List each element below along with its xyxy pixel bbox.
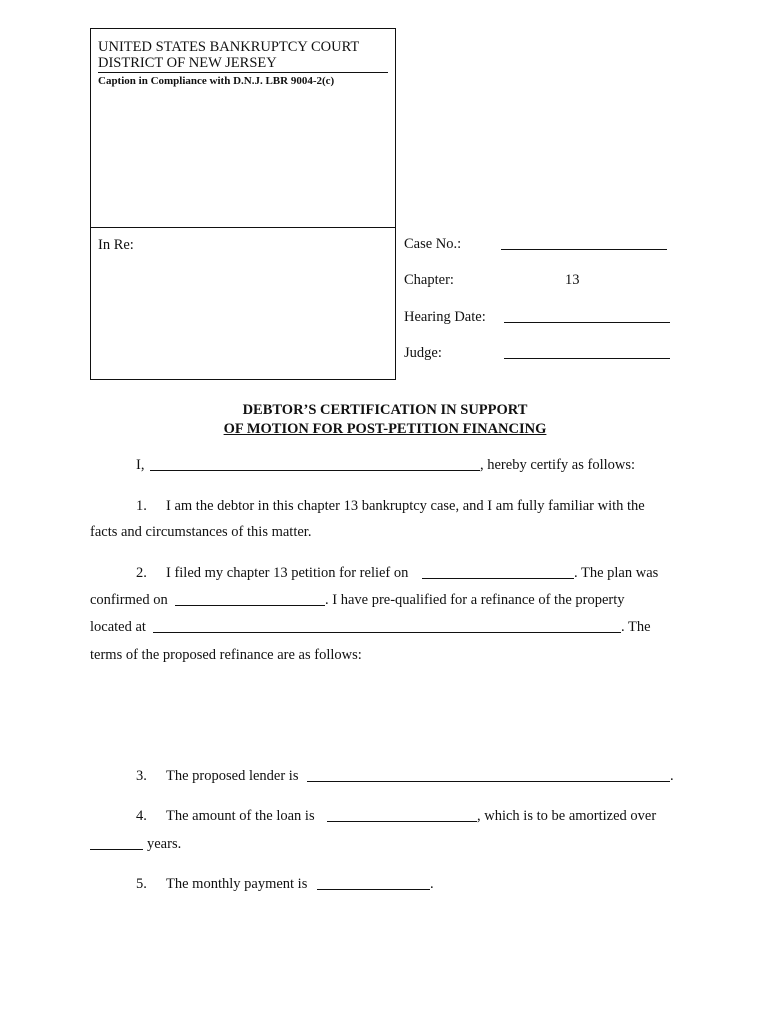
- document-title-line2: [0, 421, 770, 438]
- para2-line4: terms of the proposed refinance are as follows:: [90, 647, 362, 663]
- court-name: UNITED STATES BANKRUPTCY COURT: [98, 39, 360, 55]
- para2-line2-a: confirmed on: [90, 592, 168, 608]
- judge-label: Judge:: [404, 345, 442, 361]
- para2-line2-b: . I have pre-qualified for a refinance of the property: [325, 592, 625, 608]
- para3-number: 3.: [136, 768, 147, 784]
- debtor-name-field[interactable]: [150, 457, 480, 471]
- caption-box: [90, 28, 396, 380]
- loan-amount-field[interactable]: [327, 808, 477, 822]
- loan-years-field[interactable]: [90, 836, 143, 850]
- property-address-field[interactable]: [153, 619, 621, 633]
- caption-divider: [91, 227, 395, 228]
- judge-field[interactable]: [504, 345, 670, 359]
- lender-field[interactable]: [307, 768, 670, 782]
- para1-number: 1.: [136, 498, 147, 514]
- para4-text-b: , which is to be amortized over: [477, 808, 657, 824]
- certify-prefix: I,: [136, 457, 145, 473]
- chapter-label: Chapter:: [404, 272, 454, 288]
- case-no-field[interactable]: [501, 236, 667, 250]
- para3-end: .: [670, 768, 674, 784]
- court-heading: [98, 39, 388, 73]
- para4-line2-b: years.: [147, 836, 182, 852]
- compliance-note: Caption in Compliance with D.N.J. LBR 9004-2(c): [98, 75, 335, 87]
- petition-date-field[interactable]: [422, 565, 574, 579]
- para1-line2: facts and circumstances of this matter.: [90, 524, 312, 540]
- para2-line1-b: . The plan was: [574, 565, 659, 581]
- confirmation-date-field[interactable]: [175, 592, 325, 606]
- para2-line1-a: I filed my chapter 13 petition for relief on: [166, 565, 409, 581]
- chapter-value: 13: [565, 272, 580, 288]
- para1-line1: I am the debtor in this chapter 13 bankruptcy case, and I am fully familiar with the: [166, 498, 645, 514]
- para5-text: The monthly payment is: [166, 876, 308, 892]
- certify-suffix: , hereby certify as follows:: [480, 457, 636, 473]
- para2-number: 2.: [136, 565, 147, 581]
- para5-number: 5.: [136, 876, 147, 892]
- para3-text: The proposed lender is: [166, 768, 299, 784]
- para2-line3-a: located at: [90, 619, 146, 635]
- para5-end: .: [430, 876, 434, 892]
- hearing-date-label: Hearing Date:: [404, 309, 486, 325]
- para4-number: 4.: [136, 808, 147, 824]
- case-no-label: Case No.:: [404, 236, 462, 252]
- court-district: DISTRICT OF NEW JERSEY: [98, 55, 388, 73]
- monthly-payment-field[interactable]: [317, 876, 430, 890]
- in-re-label: In Re:: [98, 237, 134, 253]
- para4-text-a: The amount of the loan is: [166, 808, 315, 824]
- document-title-line2-text: OF MOTION FOR POST-PETITION FINANCING: [223, 421, 547, 437]
- document-title-line1: DEBTOR’S CERTIFICATION IN SUPPORT: [242, 402, 528, 418]
- para2-line3-b: . The: [621, 619, 651, 635]
- hearing-date-field[interactable]: [504, 309, 670, 323]
